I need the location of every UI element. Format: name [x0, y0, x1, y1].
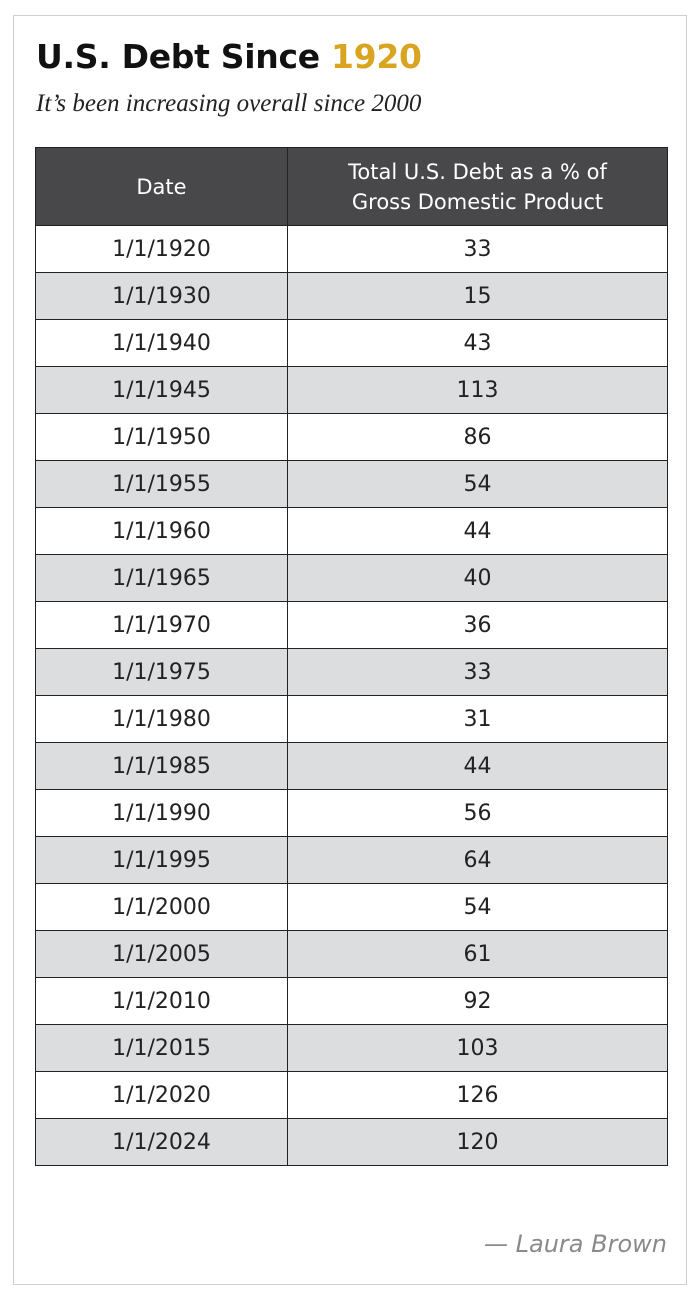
cell-debt-pct-gdp: 56 [288, 790, 668, 837]
table-row [36, 461, 668, 508]
table-row [36, 696, 668, 743]
cell-debt-pct-gdp: 43 [288, 320, 668, 367]
debt-table [35, 147, 668, 1166]
cell-debt-pct-gdp: 54 [288, 461, 668, 508]
table-row [36, 414, 668, 461]
cell-date: 1/1/1995 [36, 837, 288, 884]
cell-date: 1/1/1965 [36, 555, 288, 602]
cell-debt-pct-gdp: 120 [288, 1119, 668, 1166]
table-header-row [36, 148, 668, 226]
cell-debt-pct-gdp: 103 [288, 1025, 668, 1072]
cell-date: 1/1/2015 [36, 1025, 288, 1072]
author-credit: — Laura Brown [484, 1230, 667, 1258]
cell-debt-pct-gdp: 126 [288, 1072, 668, 1119]
column-header-debt-pct-gdp [288, 148, 668, 226]
cell-debt-pct-gdp: 113 [288, 367, 668, 414]
title-main: U.S. Debt Since [36, 37, 331, 76]
cell-date: 1/1/1950 [36, 414, 288, 461]
cell-date: 1/1/1970 [36, 602, 288, 649]
cell-date: 1/1/1945 [36, 367, 288, 414]
header-line: Total U.S. Debt as a % of [348, 159, 607, 184]
cell-date: 1/1/1940 [36, 320, 288, 367]
cell-debt-pct-gdp: 15 [288, 273, 668, 320]
header-line: Date [136, 174, 187, 199]
table-row [36, 649, 668, 696]
table-row [36, 931, 668, 978]
chart-title [36, 37, 422, 76]
cell-date: 1/1/1975 [36, 649, 288, 696]
cell-date: 1/1/1980 [36, 696, 288, 743]
table-row [36, 320, 668, 367]
table-row [36, 1119, 668, 1166]
table-row [36, 226, 668, 273]
table-body [36, 226, 668, 1166]
cell-date: 1/1/1930 [36, 273, 288, 320]
cell-debt-pct-gdp: 44 [288, 508, 668, 555]
cell-date: 1/1/1955 [36, 461, 288, 508]
cell-date: 1/1/1990 [36, 790, 288, 837]
table-row [36, 790, 668, 837]
cell-debt-pct-gdp: 33 [288, 649, 668, 696]
header-line: Gross Domestic Product [351, 189, 604, 214]
cell-debt-pct-gdp: 40 [288, 555, 668, 602]
cell-debt-pct-gdp: 86 [288, 414, 668, 461]
cell-date: 1/1/1960 [36, 508, 288, 555]
cell-debt-pct-gdp: 31 [288, 696, 668, 743]
table-row [36, 743, 668, 790]
cell-date: 1/1/2010 [36, 978, 288, 1025]
cell-date: 1/1/2020 [36, 1072, 288, 1119]
cell-debt-pct-gdp: 54 [288, 884, 668, 931]
table-row [36, 508, 668, 555]
table-row [36, 837, 668, 884]
cell-date: 1/1/2024 [36, 1119, 288, 1166]
cell-date: 1/1/2000 [36, 884, 288, 931]
table-row [36, 367, 668, 414]
cell-debt-pct-gdp: 36 [288, 602, 668, 649]
cell-date: 1/1/1920 [36, 226, 288, 273]
cell-date: 1/1/1985 [36, 743, 288, 790]
title-year-accent: 1920 [331, 37, 422, 76]
cell-date: 1/1/2005 [36, 931, 288, 978]
cell-debt-pct-gdp: 92 [288, 978, 668, 1025]
table-row [36, 273, 668, 320]
column-header-date [36, 148, 288, 226]
table-row [36, 1025, 668, 1072]
table-row [36, 1072, 668, 1119]
cell-debt-pct-gdp: 64 [288, 837, 668, 884]
chart-subtitle: It’s been increasing overall since 2000 [36, 90, 422, 117]
cell-debt-pct-gdp: 44 [288, 743, 668, 790]
table-row [36, 884, 668, 931]
cell-debt-pct-gdp: 61 [288, 931, 668, 978]
table-row [36, 555, 668, 602]
cell-debt-pct-gdp: 33 [288, 226, 668, 273]
table-row [36, 602, 668, 649]
table-row [36, 978, 668, 1025]
